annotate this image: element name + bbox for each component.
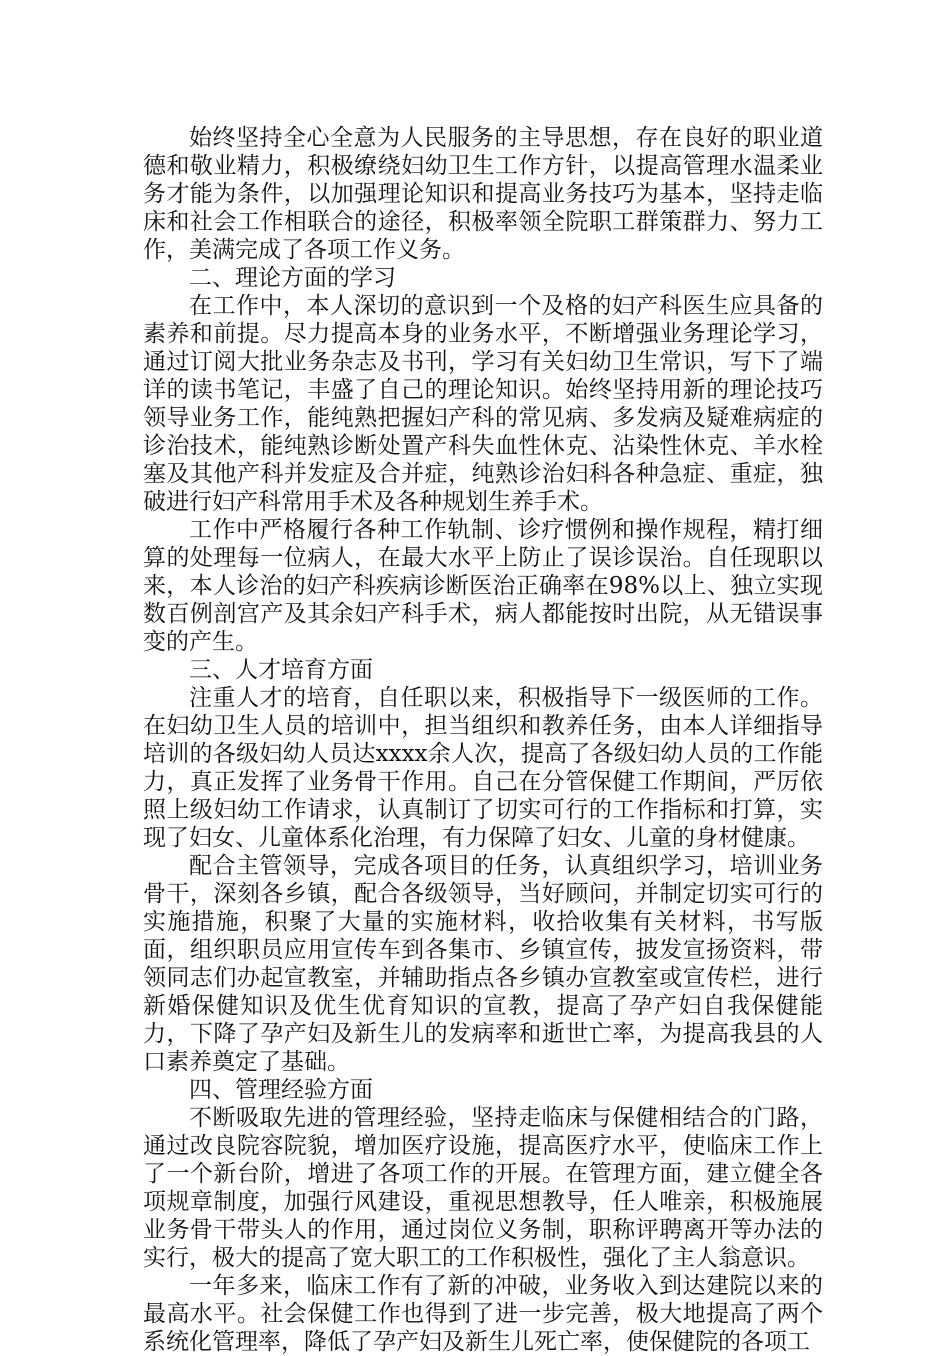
paragraph-talent-training: 注重人才的培育，自任职以来，积极指导下一级医师的工作。在妇幼卫生人员的培训中，担当组织和教养任务，由本人详细指导培训的各级妇幼人员达xxxx余人次，提高了各级妇幼人员的工作能力，真正发挥了业务骨干作用。自己在分管保健工作期间，严厉依照上级妇幼工作请求，认真制订了切实可行的工作指标和打算，实现了妇女、儿童体系化治理，有力保障了妇女、儿童的身材健康。 xyxy=(143,685,823,851)
paragraph-cooperation: 配合主管领导，完成各项目的任务，认真组织学习，培训业务骨干，深刻各乡镇，配合各级领导，当好顾问，并制定切实可行的实施措施，积聚了大量的实施材料，收拾收集有关材料，书写版面，组织职员应用宣传车到各集市、乡镇宣传，披发宣扬资料，带领同志们办起宣教室，并辅助指点各乡镇办宣教室或宣传栏，进行新婚保健知识及优生优育知识的宣教，提高了孕产妇自我保健能力，下降了孕产妇及新生儿的发病率和逝世亡率，为提高我县的人口素养奠定了基础。 xyxy=(143,853,823,1075)
section-heading-theory: 二、理论方面的学习 xyxy=(189,265,396,291)
document-body xyxy=(143,124,823,1356)
paragraph-achievements: 一年多来，临床工作有了新的冲破，业务收入到达建院以来的最高水平。社会保健工作也得到了进一步完善，极大地提高了两个系统化管理率，降低了孕产妇及新生儿死亡率，使保健院的各项工 xyxy=(143,1273,823,1355)
section-heading-management: 四、管理经验方面 xyxy=(189,1077,373,1103)
paragraph-work-standards: 工作中严格履行各种工作轨制、诊疗惯例和操作规程，精打细算的处理每一位病人，在最大水平上防止了误诊误治。自任现职以来，本人诊治的妇产科疾病诊断医治正确率在98%以上、独立实现数百例剖宫产及其余妇产科手术，病人都能按时出院，从无错误事变的产生。 xyxy=(143,517,823,655)
paragraph-intro: 始终坚持全心全意为人民服务的主导思想，存在良好的职业道德和敬业精力，积极缭绕妇幼卫生工作方针，以提高管理水温柔业务才能为条件，以加强理论知识和提高业务技巧为基本，坚持走临床和社会工作相联合的途径，积极率领全院职工群策群力、努力工作，美满完成了各项工作义务。 xyxy=(143,125,823,263)
paragraph-theory-study: 在工作中，本人深切的意识到一个及格的妇产科医生应具备的素养和前提。尽力提高本身的业务水平，不断增强业务理论学习，通过订阅大批业务杂志及书刊，学习有关妇幼卫生常识，写下了端详的读书笔记，丰盛了自己的理论知识。始终坚持用新的理论技巧领导业务工作，能纯熟把握妇产科的常见病、多发病及疑难病症的诊治技术，能纯熟诊断处置产科失血性休克、沾染性休克、羊水栓塞及其他产科并发症及合并症，纯熟诊治妇科各种急症、重症，独破进行妇产科常用手术及各种规划生养手术。 xyxy=(143,293,823,515)
paragraph-management: 不断吸取先进的管理经验，坚持走临床与保健相结合的门路，通过改良院容院貌，增加医疗设施，提高医疗水平，使临床工作上了一个新台阶，增进了各项工作的开展。在管理方面，建立健全各项规章制度，加强行风建设，重视思想教导，任人唯亲，积极施展业务骨干带头人的作用，通过岗位义务制，职称评聘离开等办法的实行，极大的提高了宽大职工的工作积极性，强化了主人翁意识。 xyxy=(143,1105,823,1271)
section-heading-talent: 三、人才培育方面 xyxy=(189,657,373,683)
